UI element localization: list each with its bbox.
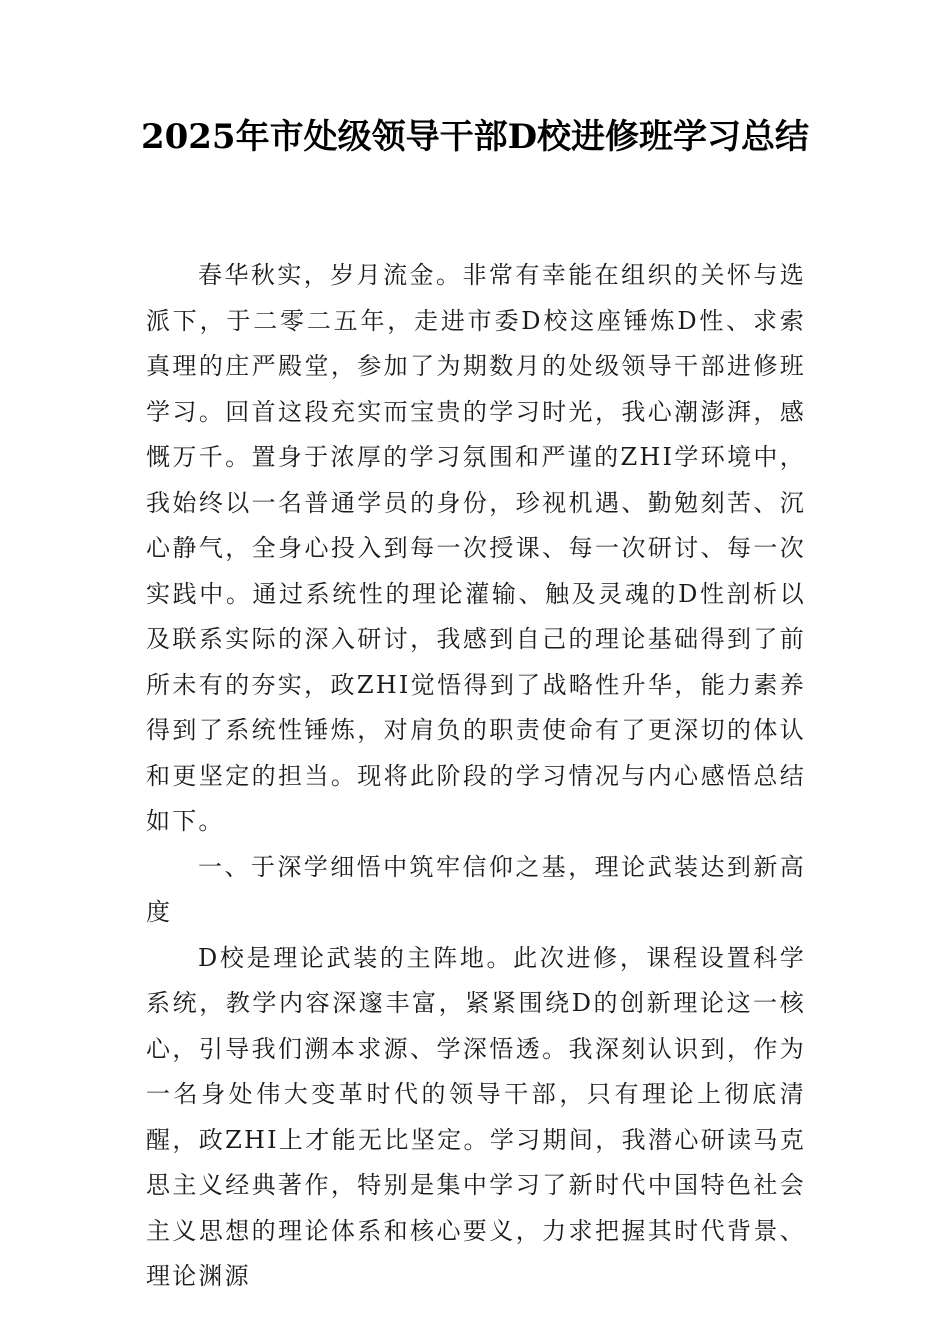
section-heading-1: 一、于深学细悟中筑牢信仰之基，理论武装达到新高度 xyxy=(146,852,806,926)
paragraph-intro: 春华秋实，岁月流金。非常有幸能在组织的关怀与选派下，于二零二五年，走进市委D校这座锤炼D性、求索真理的庄严殿堂，参加了为期数月的处级领导干部进修班学习。回首这段充实而宝贵的学习时光，我心潮澎湃，感慨万千。置身于浓厚的学习氛围和严谨的ZHI学环境中，我始终以一名普通学员的身份，珍视机遇、勤勉刻苦、沉心静气，全身心投入到每一次授课、每一次研讨、每一次实践中。通过系统性的理论灌输、触及灵魂的D性剖析以及联系实际的深入研讨，我感到自己的理论基础得到了前所未有的夯实，政ZHI觉悟得到了战略性升华，能力素养得到了系统性锤炼，对肩负的职责使命有了更深切的体认和更坚定的担当。现将此阶段的学习情况与内心感悟总结如下。 xyxy=(146,261,806,835)
document-title: 2025年市处级领导干部D校进修班学习总结 xyxy=(140,117,810,157)
document-body xyxy=(146,253,806,1300)
paragraph-section-1: D校是理论武装的主阵地。此次进修，课程设置科学系统，教学内容深邃丰富，紧紧围绕D的创新理论这一核心，引导我们溯本求源、学深悟透。我深刻认识到，作为一名身处伟大变革时代的领导干部，只有理论上彻底清醒，政ZHI上才能无比坚定。学习期间，我潜心研读马克思主义经典著作，特别是集中学习了新时代中国特色社会主义思想的理论体系和核心要义，力求把握其时代背景、理论渊源 xyxy=(146,943,806,1290)
